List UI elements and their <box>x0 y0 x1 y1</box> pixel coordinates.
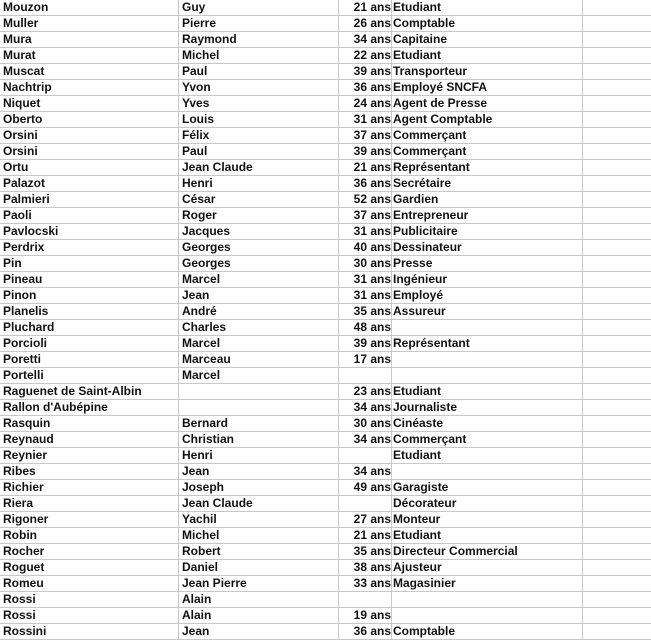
cell-profession[interactable]: Magasinier <box>393 576 456 590</box>
cell-prenom[interactable]: Jean Pierre <box>182 576 247 590</box>
cell-age[interactable]: 31 ans <box>353 272 391 286</box>
table-row[interactable] <box>0 448 651 464</box>
cell-nom[interactable]: Muller <box>3 16 39 30</box>
table-row[interactable] <box>0 80 651 96</box>
cell-profession[interactable]: Publicitaire <box>393 224 458 238</box>
cell-nom[interactable]: Palmieri <box>3 192 50 206</box>
cell-age[interactable]: 31 ans <box>353 288 391 302</box>
cell-age[interactable]: 39 ans <box>353 144 391 158</box>
cell-prenom[interactable]: Daniel <box>182 560 219 574</box>
cell-age[interactable]: 24 ans <box>353 96 391 110</box>
cell-nom[interactable]: Nachtrip <box>3 80 52 94</box>
cell-nom[interactable]: Ribes <box>3 464 36 478</box>
cell-profession[interactable]: Décorateur <box>393 496 457 510</box>
table-row[interactable] <box>0 512 651 528</box>
cell-nom[interactable]: Richier <box>3 480 44 494</box>
cell-profession[interactable]: Ingénieur <box>393 272 448 286</box>
cell-prenom[interactable]: Marceau <box>182 352 231 366</box>
cell-profession[interactable]: Commerçant <box>393 432 467 446</box>
cell-age[interactable]: 23 ans <box>353 384 391 398</box>
cell-profession[interactable]: Dessinateur <box>393 240 462 254</box>
cell-profession[interactable]: Commerçant <box>393 128 467 142</box>
table-row[interactable] <box>0 496 651 512</box>
cell-nom[interactable]: Paoli <box>3 208 32 222</box>
table-row[interactable] <box>0 240 651 256</box>
cell-nom[interactable]: Palazot <box>3 176 46 190</box>
cell-profession[interactable]: Journaliste <box>393 400 458 414</box>
cell-nom[interactable]: Ortu <box>3 160 29 174</box>
cell-profession[interactable]: Comptable <box>393 16 456 30</box>
table-row[interactable] <box>0 592 651 608</box>
cell-nom[interactable]: Niquet <box>3 96 41 110</box>
cell-nom[interactable]: Pinon <box>3 288 37 302</box>
cell-prenom[interactable]: Michel <box>182 528 220 542</box>
cell-nom[interactable]: Pin <box>3 256 22 270</box>
cell-age[interactable]: 36 ans <box>353 624 391 638</box>
cell-prenom[interactable]: Raymond <box>182 32 237 46</box>
table-row[interactable] <box>0 560 651 576</box>
cell-prenom[interactable]: Robert <box>182 544 221 558</box>
table-row[interactable] <box>0 16 651 32</box>
cell-profession[interactable]: Agent de Presse <box>393 96 488 110</box>
cell-nom[interactable]: Rossi <box>3 592 36 606</box>
cell-prenom[interactable]: Guy <box>182 0 206 14</box>
cell-prenom[interactable]: Jean <box>182 624 210 638</box>
table-row[interactable] <box>0 192 651 208</box>
cell-nom[interactable]: Muscat <box>3 64 45 78</box>
cell-nom[interactable]: Planelis <box>3 304 49 318</box>
cell-age[interactable]: 38 ans <box>353 560 391 574</box>
table-row[interactable] <box>0 288 651 304</box>
cell-age[interactable]: 34 ans <box>353 464 391 478</box>
table-row[interactable] <box>0 96 651 112</box>
cell-profession[interactable]: Etudiant <box>393 384 441 398</box>
cell-nom[interactable]: Rossini <box>3 624 47 638</box>
cell-profession[interactable]: Secrétaire <box>393 176 452 190</box>
cell-profession[interactable]: Cinéaste <box>393 416 444 430</box>
cell-nom[interactable]: Robin <box>3 528 37 542</box>
cell-prenom[interactable]: César <box>182 192 216 206</box>
cell-prenom[interactable]: Jean <box>182 464 210 478</box>
table-row[interactable] <box>0 480 651 496</box>
cell-profession[interactable]: Employé <box>393 288 444 302</box>
cell-prenom[interactable]: Georges <box>182 256 231 270</box>
cell-age[interactable]: 39 ans <box>353 64 391 78</box>
table-row[interactable] <box>0 400 651 416</box>
cell-prenom[interactable]: Pierre <box>182 16 217 30</box>
table-row[interactable] <box>0 608 651 624</box>
table-row[interactable] <box>0 48 651 64</box>
cell-nom[interactable]: Pavlocski <box>3 224 59 238</box>
cell-age[interactable]: 35 ans <box>353 304 391 318</box>
cell-profession[interactable]: Représentant <box>393 160 470 174</box>
cell-nom[interactable]: Reynier <box>3 448 48 462</box>
table-row[interactable] <box>0 272 651 288</box>
cell-age[interactable]: 22 ans <box>353 48 391 62</box>
cell-prenom[interactable]: Jacques <box>182 224 231 238</box>
cell-nom[interactable]: Pineau <box>3 272 43 286</box>
cell-profession[interactable]: Entrepreneur <box>393 208 469 222</box>
cell-nom[interactable]: Rigoner <box>3 512 49 526</box>
cell-nom[interactable]: Rallon d'Aubépine <box>3 400 108 414</box>
cell-prenom[interactable]: Michel <box>182 48 220 62</box>
cell-prenom[interactable]: Christian <box>182 432 235 446</box>
table-row[interactable] <box>0 336 651 352</box>
cell-age[interactable]: 19 ans <box>353 608 391 622</box>
cell-prenom[interactable]: André <box>182 304 217 318</box>
cell-profession[interactable]: Monteur <box>393 512 441 526</box>
cell-prenom[interactable]: Marcel <box>182 368 221 382</box>
cell-age[interactable]: 33 ans <box>353 576 391 590</box>
cell-prenom[interactable]: Marcel <box>182 272 221 286</box>
table-row[interactable] <box>0 0 651 16</box>
cell-age[interactable]: 35 ans <box>353 544 391 558</box>
cell-nom[interactable]: Romeu <box>3 576 44 590</box>
table-row[interactable] <box>0 384 651 400</box>
cell-prenom[interactable]: Charles <box>182 320 227 334</box>
table-row[interactable] <box>0 624 651 640</box>
cell-nom[interactable]: Portelli <box>3 368 44 382</box>
cell-profession[interactable]: Capitaine <box>393 32 448 46</box>
cell-profession[interactable]: Etudiant <box>393 528 441 542</box>
table-row[interactable] <box>0 224 651 240</box>
cell-age[interactable]: 49 ans <box>353 480 391 494</box>
table-row[interactable] <box>0 320 651 336</box>
table-row[interactable] <box>0 64 651 80</box>
cell-profession[interactable]: Gardien <box>393 192 439 206</box>
cell-nom[interactable]: Perdrix <box>3 240 45 254</box>
cell-profession[interactable]: Etudiant <box>393 48 441 62</box>
cell-nom[interactable]: Roguet <box>3 560 45 574</box>
cell-nom[interactable]: Rasquin <box>3 416 51 430</box>
cell-age[interactable]: 21 ans <box>353 528 391 542</box>
cell-age[interactable]: 31 ans <box>353 224 391 238</box>
table-row[interactable] <box>0 576 651 592</box>
cell-prenom[interactable]: Yvon <box>182 80 211 94</box>
cell-age[interactable]: 34 ans <box>353 400 391 414</box>
cell-prenom[interactable]: Bernard <box>182 416 229 430</box>
cell-prenom[interactable]: Jean Claude <box>182 160 253 174</box>
cell-age[interactable]: 17 ans <box>353 352 391 366</box>
cell-age[interactable]: 36 ans <box>353 80 391 94</box>
cell-age[interactable]: 34 ans <box>353 32 391 46</box>
cell-prenom[interactable]: Yves <box>182 96 210 110</box>
cell-profession[interactable]: Etudiant <box>393 448 441 462</box>
cell-profession[interactable]: Directeur Commercial <box>393 544 518 558</box>
cell-nom[interactable]: Mura <box>3 32 32 46</box>
cell-age[interactable]: 30 ans <box>353 416 391 430</box>
cell-prenom[interactable]: Georges <box>182 240 231 254</box>
cell-prenom[interactable]: Marcel <box>182 336 221 350</box>
cell-prenom[interactable]: Alain <box>182 592 212 606</box>
table-row[interactable] <box>0 464 651 480</box>
cell-nom[interactable]: Pluchard <box>3 320 55 334</box>
cell-prenom[interactable]: Paul <box>182 144 208 158</box>
table-row[interactable] <box>0 528 651 544</box>
table-row[interactable] <box>0 160 651 176</box>
cell-profession[interactable]: Agent Comptable <box>393 112 493 126</box>
cell-nom[interactable]: Poretti <box>3 352 42 366</box>
table-row[interactable] <box>0 128 651 144</box>
cell-prenom[interactable]: Paul <box>182 64 208 78</box>
cell-age[interactable]: 27 ans <box>353 512 391 526</box>
cell-prenom[interactable]: Henri <box>182 176 213 190</box>
cell-age[interactable]: 39 ans <box>353 336 391 350</box>
cell-profession[interactable]: Employé SNCFA <box>393 80 488 94</box>
table-row[interactable] <box>0 208 651 224</box>
cell-age[interactable]: 30 ans <box>353 256 391 270</box>
cell-profession[interactable]: Garagiste <box>393 480 449 494</box>
cell-nom[interactable]: Rossi <box>3 608 36 622</box>
cell-prenom[interactable]: Jean <box>182 288 210 302</box>
cell-nom[interactable]: Mouzon <box>3 0 49 14</box>
table-row[interactable] <box>0 352 651 368</box>
table-row[interactable] <box>0 32 651 48</box>
cell-age[interactable]: 36 ans <box>353 176 391 190</box>
cell-nom[interactable]: Rocher <box>3 544 45 558</box>
cell-age[interactable]: 48 ans <box>353 320 391 334</box>
cell-profession[interactable]: Ajusteur <box>393 560 442 574</box>
cell-age[interactable]: 21 ans <box>353 160 391 174</box>
cell-prenom[interactable]: Roger <box>182 208 217 222</box>
cell-age[interactable]: 21 ans <box>353 0 391 14</box>
cell-age[interactable]: 31 ans <box>353 112 391 126</box>
cell-age[interactable]: 34 ans <box>353 432 391 446</box>
cell-nom[interactable]: Reynaud <box>3 432 54 446</box>
cell-prenom[interactable]: Louis <box>182 112 214 126</box>
table-row[interactable] <box>0 256 651 272</box>
cell-nom[interactable]: Raguenet de Saint-Albin <box>3 384 142 398</box>
cell-profession[interactable]: Représentant <box>393 336 470 350</box>
table-row[interactable] <box>0 304 651 320</box>
table-row[interactable] <box>0 432 651 448</box>
cell-profession[interactable]: Assureur <box>393 304 446 318</box>
cell-prenom[interactable]: Yachil <box>182 512 217 526</box>
cell-age[interactable]: 37 ans <box>353 128 391 142</box>
cell-profession[interactable]: Comptable <box>393 624 456 638</box>
cell-nom[interactable]: Oberto <box>3 112 43 126</box>
cell-age[interactable]: 40 ans <box>353 240 391 254</box>
cell-nom[interactable]: Orsini <box>3 144 38 158</box>
cell-age[interactable]: 52 ans <box>353 192 391 206</box>
cell-prenom[interactable]: Alain <box>182 608 212 622</box>
table-row[interactable] <box>0 112 651 128</box>
cell-nom[interactable]: Riera <box>3 496 34 510</box>
cell-profession[interactable]: Etudiant <box>393 0 441 14</box>
table-row[interactable] <box>0 416 651 432</box>
cell-prenom[interactable]: Jean Claude <box>182 496 253 510</box>
cell-profession[interactable]: Commerçant <box>393 144 467 158</box>
cell-nom[interactable]: Orsini <box>3 128 38 142</box>
table-row[interactable] <box>0 176 651 192</box>
cell-prenom[interactable]: Félix <box>182 128 210 142</box>
cell-nom[interactable]: Murat <box>3 48 36 62</box>
cell-prenom[interactable]: Henri <box>182 448 213 462</box>
cell-prenom[interactable]: Joseph <box>182 480 225 494</box>
table-row[interactable] <box>0 368 651 384</box>
table-row[interactable] <box>0 144 651 160</box>
cell-nom[interactable]: Porcioli <box>3 336 48 350</box>
cell-age[interactable]: 37 ans <box>353 208 391 222</box>
cell-age[interactable]: 26 ans <box>353 16 391 30</box>
table-row[interactable] <box>0 544 651 560</box>
cell-profession[interactable]: Presse <box>393 256 433 270</box>
cell-profession[interactable]: Transporteur <box>393 64 468 78</box>
